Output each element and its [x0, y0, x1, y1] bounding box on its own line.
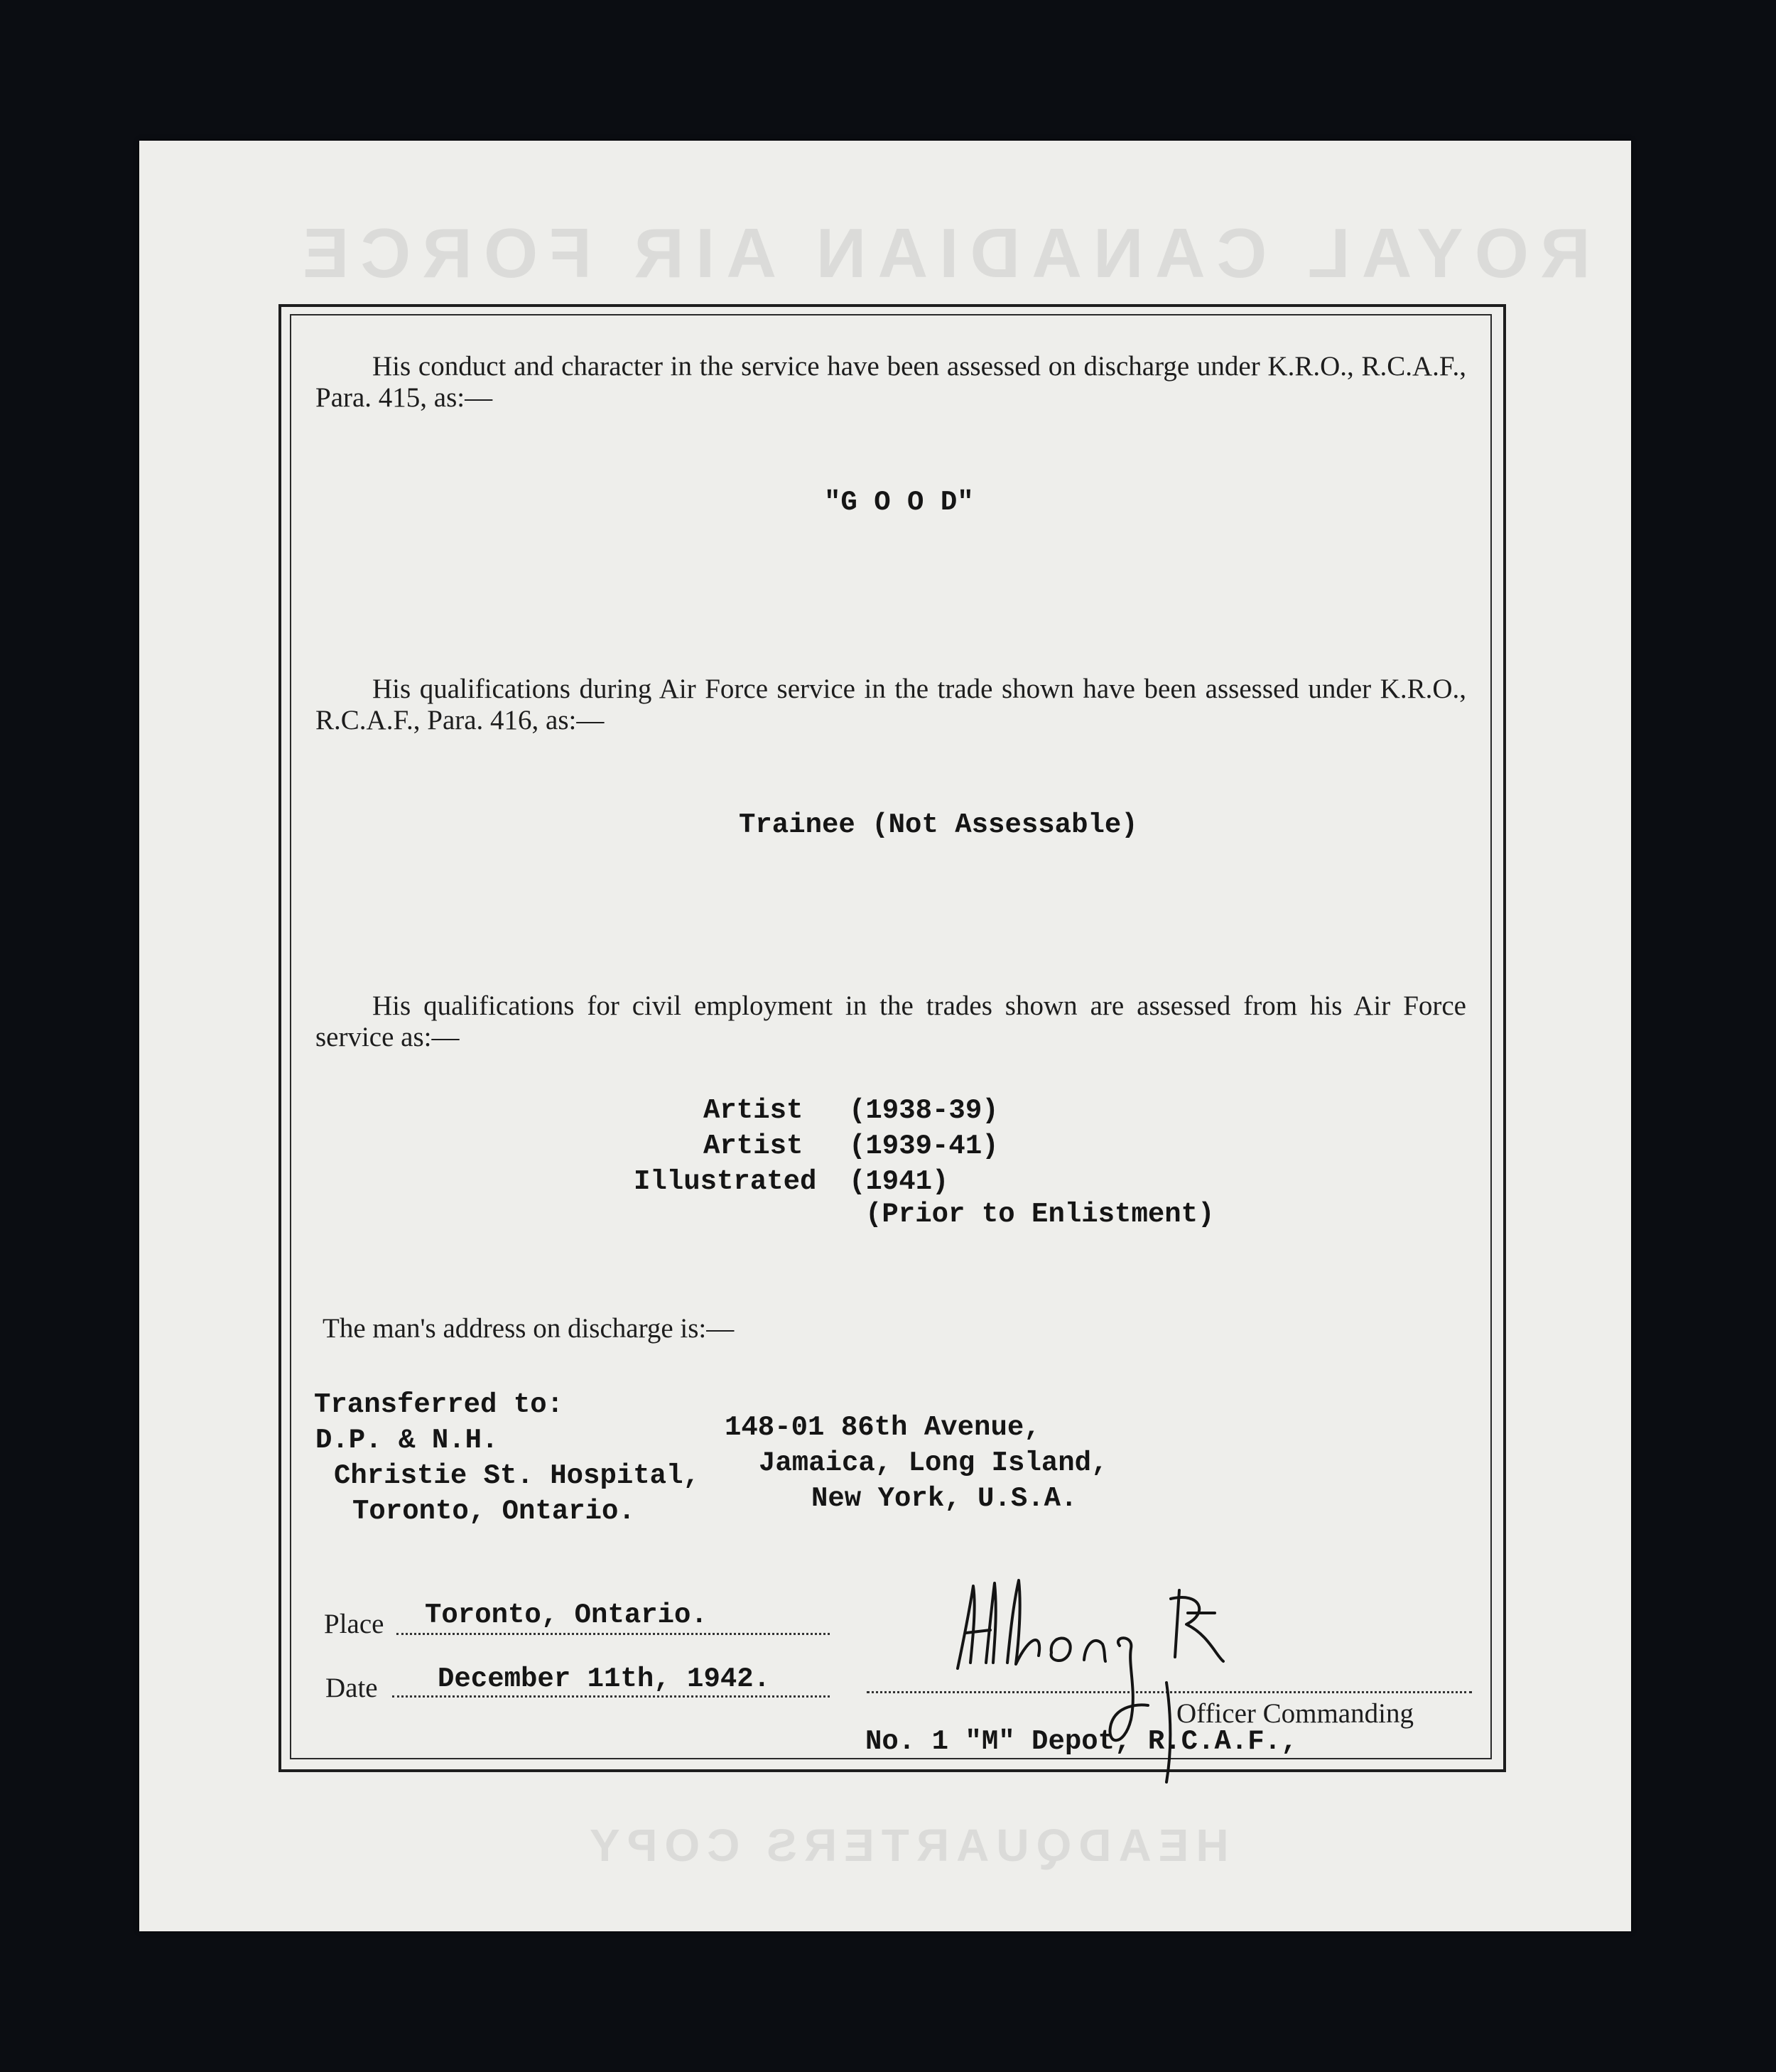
address-line: 148-01 86th Avenue, [725, 1412, 1041, 1443]
transfer-line: Toronto, Ontario. [352, 1496, 635, 1527]
trade-years: (1941) [849, 1166, 949, 1197]
conduct-paragraph: His conduct and character in the service have been assessed on discharge under K.R.O., R.C.A.F., Para. 415, as:— [315, 351, 1466, 413]
address-label: The man's address on discharge is:— [323, 1313, 735, 1344]
trade-name: Artist [703, 1131, 803, 1162]
date-value: December 11th, 1942. [438, 1663, 771, 1695]
qualifications-paragraph: His qualifications during Air Force service in the trade shown have been assessed under K.R.O., R.C.A.F., Para. 416, as:— [315, 674, 1466, 735]
civil-employment-paragraph: His qualifications for civil employment in the trades shown are assessed from his Air Force service as:— [315, 991, 1466, 1052]
transfer-line: D.P. & N.H. [315, 1425, 499, 1456]
show-through-header: ROYAL CANADIAN AIR FORCE [291, 214, 1591, 292]
date-label: Date [325, 1673, 378, 1703]
address-line: Jamaica, Long Island, [759, 1447, 1108, 1479]
depot-designation: No. 1 "M" Depot, R.C.A.F., [865, 1726, 1298, 1757]
show-through-footer: HEADQUARTERS COPY [583, 1820, 1229, 1871]
trades-note: (Prior to Enlistment) [865, 1199, 1215, 1230]
officer-signature [945, 1577, 1300, 1812]
place-value: Toronto, Ontario. [425, 1599, 708, 1631]
conduct-rating: "G O O D" [824, 487, 974, 518]
trade-years: (1939-41) [849, 1131, 999, 1162]
trade-name: Illustrated [634, 1166, 817, 1197]
transfer-line: Christie St. Hospital, [334, 1460, 700, 1491]
officer-commanding-label: Officer Commanding [1176, 1698, 1414, 1729]
trade-years: (1938-39) [849, 1095, 999, 1126]
place-label: Place [324, 1609, 384, 1639]
transfer-heading: Transferred to: [314, 1389, 564, 1420]
trade-assessment: Trainee (Not Assessable) [739, 809, 1138, 841]
place-underline [396, 1633, 830, 1635]
address-line: New York, U.S.A. [811, 1483, 1078, 1514]
trade-name: Artist [703, 1095, 803, 1126]
